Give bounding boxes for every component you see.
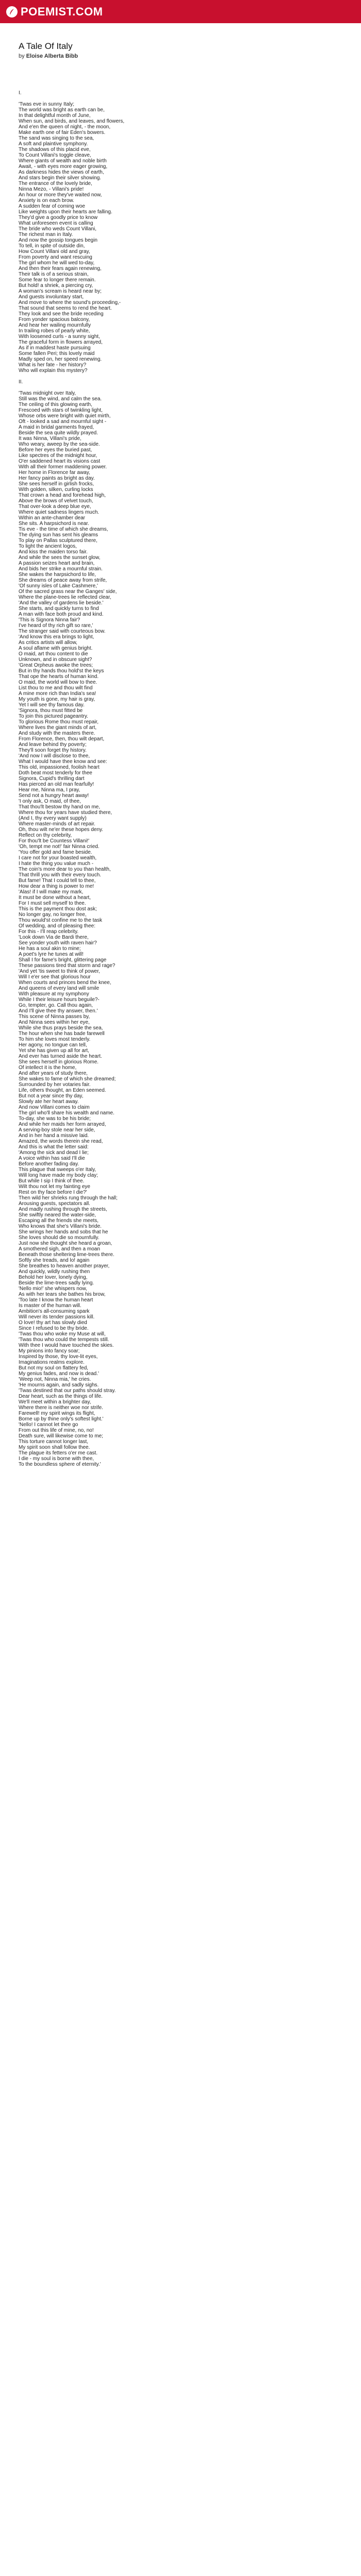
poem-line: This torture cannot longer last,: [19, 1439, 89, 1445]
poem-line: Where there is neither woe nor strife.: [19, 1405, 103, 1411]
poem-line: 'Too late I know the human heart: [19, 1297, 93, 1303]
poem-line: Where thou for years have studied there,: [19, 810, 112, 816]
poem-line: Before her eyes the buried past,: [19, 447, 92, 453]
poem-line: Still was the wind, and calm the sea.: [19, 396, 102, 402]
poem-line: Where lives the giant minds of art,: [19, 725, 97, 731]
poem-line: The bride who weds Count Villani,: [19, 226, 97, 232]
poem-line: Slowly ate her heart away.: [19, 1099, 79, 1105]
poem-line: When sun, and birds, and leaves, and flowers,: [19, 118, 125, 124]
poem-line: 'Twas eve in sunny Italy;: [19, 101, 75, 107]
poem-line: It must be done without a heart,: [19, 895, 91, 901]
poem-line: She dreams of peace away from strife,: [19, 578, 107, 583]
poem-line: With golden, silken, curling locks: [19, 487, 93, 493]
poem-title: A Tale Of Italy: [19, 41, 73, 51]
poem-line: 'Among the sick and dead I lie;: [19, 1150, 89, 1156]
poem-line: Like spectres of the midnight hour,: [19, 453, 97, 459]
byline: [19, 53, 343, 59]
poem-line: The dying sun has sent his gleams: [19, 532, 98, 538]
poem-line: Who weary, aweep by the sea-side.: [19, 442, 100, 447]
poem-line: We'll meet within a brighter day,: [19, 1399, 91, 1405]
poem-line: She loves should die so mournfully.: [19, 1235, 100, 1241]
poem-line: They look and see the bride receding: [19, 311, 104, 317]
poem-line: A man with face both proud and kind.: [19, 612, 104, 617]
poem-line: And move to where the sound's proceeding,-: [19, 300, 121, 306]
poem-line: I die - my soul is borne with thee,: [19, 1456, 94, 1462]
poem-line: 'Of sunny isles of Lake Cashmere,': [19, 583, 98, 589]
poem-line: The girl whom he will wed to-day,: [19, 260, 95, 266]
poem-line: And now the gossip tongues begin: [19, 238, 97, 243]
poem-line: Borne up by thine only's softest light.': [19, 1416, 104, 1422]
poem-line: Oft - looked a sad and mournful sight -: [19, 419, 107, 425]
poem-line: For thou'lt be Countess Villani!': [19, 838, 90, 844]
poem-line: A passion seizes heart and brain,: [19, 561, 95, 566]
poem-line: Whose orbs were bright with quiet mirth,: [19, 413, 111, 419]
poem-line: With loosened curls - a sunny sight,: [19, 334, 100, 340]
poem-line: 'Signora, thou must fitted be: [19, 708, 83, 714]
poem-line: And leave behind thy poverty;: [19, 742, 87, 748]
poem-line: 'You offer gold and fame beside.: [19, 850, 92, 855]
poem-line: The richest man in Italy.: [19, 232, 73, 238]
poem-line: That over-look a deep blue eye,: [19, 504, 91, 510]
poem-line: With thee I would have touched the skies.: [19, 1343, 114, 1348]
poem-line: And now Villani comes to claim: [19, 1105, 90, 1110]
poem-line: The shadows of this placid eve,: [19, 147, 91, 152]
poem-line: This is the payment thou dost ask;: [19, 906, 97, 912]
poem-line: My genius fades, and now is dead.': [19, 1371, 99, 1377]
poem-line: How Count Villani old and gray,: [19, 249, 90, 255]
poem-line: They'd give a goodly price to know: [19, 215, 98, 221]
poem-line: But hold! a shriek, a piercing cry,: [19, 283, 93, 289]
poem-line: The sand was singing to the sea,: [19, 135, 94, 141]
poem-line: He has a soul akin to mine;: [19, 946, 81, 952]
top-bar: [0, 0, 361, 23]
poem-line: That sound that seems to rend the heart.: [19, 306, 112, 311]
poem-line: Tis eve - the time of which she dreams,: [19, 527, 108, 532]
poem-line: Where quiet sadness lingers much.: [19, 510, 100, 515]
poem-line: 'Great Orpheus awoke the trees;: [19, 663, 93, 668]
poem-line: She breathes to heaven another prayer,: [19, 1263, 110, 1269]
poem-line: O maid, the world will bow to thee.: [19, 680, 97, 685]
poem-line: She sees herself in glorious Rome.: [19, 1059, 99, 1065]
poem-line: Is master of the human will.: [19, 1303, 81, 1309]
poem-line: Will long have made my body clay;: [19, 1173, 98, 1178]
poem-line: 'And now I will disclose to thee,: [19, 753, 90, 759]
poem-line: Where giants of wealth and noble birth: [19, 158, 107, 164]
poem-line: Beneath those sheltering lime-trees there.: [19, 1252, 114, 1258]
poem-line: While she thus prays beside the sea,: [19, 1025, 103, 1031]
poem-line: She swiftly neared the water-side,: [19, 1212, 96, 1218]
poem-line: O love! thy art has slowly died: [19, 1320, 87, 1326]
poem-line: This scene of Ninna passes by,: [19, 1014, 90, 1020]
poem-line: And guests involuntary start,: [19, 294, 84, 300]
poem-line: It was Ninna, Villani's pride,: [19, 436, 81, 442]
poem-line: But not a year since thy day,: [19, 1093, 84, 1099]
poem-line: I care not for your boasted wealth,: [19, 855, 97, 861]
poem-line: 'And know this era brings to light,: [19, 634, 94, 640]
poem-line: Make earth one of fair Eden's bowers.: [19, 130, 106, 135]
poem-line: The graceful form in flowers arrayed,: [19, 340, 103, 345]
poem-line: To Count Villani's toggle cleave,: [19, 152, 91, 158]
poem-line: 'Twas destined that our paths should stray.: [19, 1388, 116, 1394]
poem-line: Surrounded by her votaries fair.: [19, 1082, 91, 1088]
poem-line: And this is what the letter said:: [19, 1144, 89, 1150]
poem-line: And hear her wailing mournfully: [19, 323, 91, 328]
poem-line: Anxiety is on each brow.: [19, 198, 74, 204]
poem-line: Of intellect it is the home,: [19, 1065, 77, 1071]
poem-line: A serving-boy stole near her side,: [19, 1127, 95, 1133]
poem-line: 'Nello mio!' she whispers now,: [19, 1286, 87, 1292]
poem-line: What unforeseen event is calling: [19, 221, 93, 226]
poem-line: Madly sped on, her speed renewing.: [19, 357, 102, 362]
poem-line: The ceiling of this glowing earth,: [19, 402, 92, 408]
poem-line: 'I only ask, O maid, of thee,: [19, 799, 81, 804]
poem-line: And in her hand a missive laid.: [19, 1133, 89, 1139]
poem-line: Within an ante-chamber dear: [19, 515, 85, 521]
poem-header: [19, 41, 343, 59]
poem-line: Of the sacred grass near the Ganges' side,: [19, 589, 117, 595]
poem-line: And while the sees the sunset glow,: [19, 555, 101, 561]
poem-line: While I their leisure hours beguile?-: [19, 997, 100, 1003]
poem-line: O maid, art thou content to die: [19, 651, 88, 657]
poem-line: I've heard of thy rich gift so rare,': [19, 623, 93, 629]
poem-line: Rest on thy face before I die?': [19, 1190, 87, 1195]
poem-line: The stranger said with courteous bow.: [19, 629, 106, 634]
poem-line: That thrill you with their every touch.: [19, 872, 102, 878]
poem-line: Reflect on thy celebrity,: [19, 833, 72, 838]
poem-line: Life, others thought, an Eden seemed.: [19, 1088, 106, 1093]
poem-line: 'This is Signora Ninna fair?: [19, 617, 80, 623]
poem-line: A soul aflame with genius bright.: [19, 646, 93, 651]
poem-line: Signora, Cupid's thrilling dart: [19, 776, 85, 782]
poem-line: My pinions into fancy soar;: [19, 1348, 80, 1354]
poem-line: 'Alas! if I will make my mark,: [19, 889, 84, 895]
poem-line: The world was bright as earth can be,: [19, 107, 105, 113]
section-number: II.: [19, 379, 23, 385]
poem-line: A smothered sigh, and then a moan: [19, 1246, 100, 1252]
poem-line: To play on Pallas sculptured there,: [19, 538, 97, 544]
poem-line: Beside the sea quite wildly prayed.: [19, 430, 98, 436]
poem-line: Where master-minds of art repair.: [19, 821, 95, 827]
poem-line: 'Twas thou who could the tempests still.: [19, 1337, 109, 1343]
poem-section: [19, 90, 343, 374]
poem-line: This old, impassioned, foolish heart: [19, 765, 100, 770]
poem-line: Frescoed with stars of twinkling light,: [19, 408, 103, 413]
poem-line: And while her maids her form arrayed,: [19, 1122, 106, 1127]
poem-line: When courts and princes bend the knee,: [19, 980, 111, 986]
section-number: I.: [19, 90, 22, 96]
poem-line: These passions tired that storm and rage?: [19, 963, 116, 969]
poem-line: Farewell! my spirit wings its flight,: [19, 1411, 95, 1416]
poem-line: The coin's more dear to you than health,: [19, 867, 111, 872]
poem-line: She wakes to fame of which she dreamed;: [19, 1076, 116, 1082]
poem-line: (And I, thy every want supply): [19, 816, 87, 821]
poem-line: Yet I will see thy famous day.: [19, 702, 85, 708]
poem-line: From poverty and want rescuing: [19, 255, 92, 260]
poem-line: And kiss the maiden torso fair.: [19, 549, 88, 555]
poem-line: 'Twas thou who woke my Muse at will,: [19, 1331, 106, 1337]
poem-line: Where the plane-trees lie reflected clear,: [19, 595, 111, 600]
poem-line: In that delightful month of June,: [19, 113, 91, 118]
poem-line: And stars begin their silver showing.: [19, 175, 102, 181]
poem-line: Like weights upon their hearts are falling.: [19, 209, 112, 215]
poem-line: And ever has turned aside the heart.: [19, 1054, 102, 1059]
poem-line: Some fallen Peri; this lovely maid: [19, 351, 95, 357]
poem-line: And e'en the queen of night, - the moon,: [19, 124, 111, 130]
poem-line: Above the brows of velvet touch,: [19, 498, 93, 504]
poem-line: Doth beat most tenderly for thee: [19, 770, 92, 776]
poem-section: [19, 379, 343, 1467]
poem-line: The girl who'll share his wealth and name.: [19, 1110, 114, 1116]
poem-line: And madly rushing through the streets,: [19, 1207, 107, 1212]
poem-line: From Florence, then, thou wilt depart,: [19, 736, 105, 742]
poem-line: Just now she thought she heard a groan,: [19, 1241, 112, 1246]
poem-line: In trailing robes of pearly white,: [19, 328, 90, 334]
poem-line: She sees herself in girlish frocks,: [19, 481, 94, 487]
poem-line: But not my soul on flattery fed,: [19, 1365, 89, 1371]
poem-line: What is her fate - her history?: [19, 362, 87, 368]
poem-line: As with her tears she bathes his brow,: [19, 1292, 106, 1297]
poem-line: That thou'lt bestow thy hand on me,: [19, 804, 101, 810]
poem-line: To light the ancient logos,: [19, 544, 77, 549]
poem-line: That ope the hearts of human kind.: [19, 674, 99, 680]
poem-line: Behold her lover, lonely dying,: [19, 1275, 88, 1280]
poem-line: I hate the thing you value much -: [19, 861, 94, 867]
poem-line: To tell, in spite of outside din,: [19, 243, 85, 249]
poem-line: What I would have thee know and see:: [19, 759, 107, 765]
poem-line: Shall I for fame's bright, glittering page: [19, 957, 107, 963]
poem-line: 'Weep not, Ninna mia,' he cries.: [19, 1377, 91, 1382]
poem-line: 'Twas midnight over Italy,: [19, 391, 76, 396]
poem-line: A soft and plaintive symphony.: [19, 141, 88, 147]
site-logo[interactable]: [6, 5, 103, 19]
poem-line: Who knows that she's Villani's bride.: [19, 1224, 102, 1229]
poem-line: And queens of every land will smile: [19, 986, 100, 991]
poem-line: Her agony, no tongue can tell,: [19, 1042, 87, 1048]
poem-line: And I'll give thee thy answer, then.': [19, 1008, 98, 1014]
by-prefix: by: [19, 53, 25, 59]
poem-line: Amazed, the words therein she read,: [19, 1139, 103, 1144]
poem-line: For I must sell myself to thee.: [19, 901, 86, 906]
poem-line: The entrance of the lovely bride,: [19, 181, 92, 187]
poem-line: An hour or more they've waited now,: [19, 192, 102, 198]
poem-line: 'Oh, tempt me not!' fair Ninna cried.: [19, 844, 100, 850]
poem-line: Send not a hungry heart away!: [19, 793, 89, 799]
poem-line: Who will explain this mystery?: [19, 368, 88, 374]
poem-line: For this - I'll reap celebrity.: [19, 929, 79, 935]
poem-line: To join this pictured pageantry.: [19, 714, 88, 719]
poem-line: Dear heart, such as the things of life.: [19, 1394, 103, 1399]
poem-line: A mine more rich than India's sea!: [19, 691, 96, 697]
poem-line: To the boundless sphere of eternity.': [19, 1462, 101, 1467]
poem-line: Has pierced an old man fearfully!: [19, 782, 94, 787]
poem-line: A woman's scream is heard near by;: [19, 289, 102, 294]
poem-line: She starts, and quickly turns to find: [19, 606, 99, 612]
poem-line: And study with the masters there.: [19, 731, 95, 736]
poem-line: My youth is gone, my hair is gray,: [19, 697, 95, 702]
poem-line: And after years of study there,: [19, 1071, 88, 1076]
poem-line: With all their former maddening power.: [19, 464, 107, 470]
poem-line: Oh, thou wilt ne'er these hopes deny.: [19, 827, 104, 833]
poem-line: Imaginations realms explore.: [19, 1360, 85, 1365]
poem-line: This plague that sweeps o'er Italy,: [19, 1167, 96, 1173]
poem-line: As if in maddest haste pursuing: [19, 345, 91, 351]
poem-body: [19, 90, 343, 1473]
poem-line: Will never its tender passions kill.: [19, 1314, 95, 1320]
poem-line: She wrings her hands and sobs that he: [19, 1229, 108, 1235]
poem-line: Beside the lime-trees sadly lying.: [19, 1280, 94, 1286]
poem-line: Of wedding, and of pleasing thee:: [19, 923, 95, 929]
poem-line: Before another fading day.: [19, 1161, 79, 1167]
poem-line: List thou to me and thou wilt find: [19, 685, 93, 691]
poem-line: Yet she has given up all for art,: [19, 1048, 89, 1054]
poem-line: To-day, she was to be his bride;: [19, 1116, 91, 1122]
poem-line: Then wild her shrieks rung through the hall;: [19, 1195, 118, 1201]
poem-line: And then their fears again renewing,: [19, 266, 102, 272]
poem-line: A sudden fear of coming woe: [19, 204, 85, 209]
poem-line: See yonder youth with raven hair?: [19, 940, 97, 946]
poem-line: Inspired by those, thy love-lit eyes,: [19, 1354, 98, 1360]
poem-line: 'Look down Via de Bardi there,: [19, 935, 89, 940]
poem-line: Softly she treads, and lo! again: [19, 1258, 90, 1263]
poem-line: Death sure, will likewise come to me;: [19, 1433, 103, 1439]
poem-line: Her fancy paints as bright as day.: [19, 476, 95, 481]
logo-text: POEMIST.COM: [21, 5, 103, 18]
poem-line: A maid in bridal garments frayed,: [19, 425, 94, 430]
poem-line: Will I e'er see that glorious hour: [19, 974, 91, 980]
poem-line: Await, - with eyes more eager growing,: [19, 164, 108, 170]
poem-line: And quickly, wildly rushing then: [19, 1269, 90, 1275]
poem-line: Escaping all the friends she meets,: [19, 1218, 99, 1224]
poem-line: But while I sip I think of thee.: [19, 1178, 85, 1184]
poem-line: She sits. A harpsichord is near.: [19, 521, 89, 527]
poem-line: That crown a head and forehead high,: [19, 493, 106, 498]
poem-line: The plague its fetters o'er me cast.: [19, 1450, 98, 1456]
poem-line: A poet's lyre he tunes at will!: [19, 952, 84, 957]
poem-line: 'He mourns again, and sadly sighs.: [19, 1382, 99, 1388]
poem-line: Ninna Mezo, - Villani's pride!: [19, 187, 84, 192]
poem-line: Her home in Florence far away,: [19, 470, 90, 476]
poem-line: From yonder spacious balcony,: [19, 317, 90, 323]
poem-line: Wilt thou not let my fainting eye: [19, 1184, 90, 1190]
poem-line: Hear me, Ninna ma, I pray,: [19, 787, 80, 793]
poem-line: But fame! That I could tell to thee,: [19, 878, 96, 884]
poem-line: Arousing guests, spectators all.: [19, 1201, 90, 1207]
poem-line: A voice within has said I'll die: [19, 1156, 85, 1161]
poem-line: Go, tempter, go. Call thou again,: [19, 1003, 93, 1008]
poem-line: She wakes the harpsichord to life,: [19, 572, 96, 578]
poem-line: How dear a thing is power to me!: [19, 884, 94, 889]
poem-line: Ambition's all-consuming spark: [19, 1309, 90, 1314]
poem-line: Unknown, and in obscure sight?: [19, 657, 92, 663]
poem-line: O'er saddened heart its visions cast: [19, 459, 101, 464]
poem-line: And bids her strike a mournful strain.: [19, 566, 103, 572]
poem-line: Some fear to longer there remain.: [19, 277, 96, 283]
poem-line: The hour when she has bade farewell: [19, 1031, 105, 1037]
poem-line: 'And the valley of gardens lie beside.': [19, 600, 104, 606]
poem-line: But in thy hands thou hold'st the keys: [19, 668, 104, 674]
poem-line: Their talk is of a serious strain,: [19, 272, 89, 277]
poem-line: To glorious Rome thou must repair,: [19, 719, 99, 725]
poem-line: 'And yet 'tis sweet to think of power,: [19, 969, 100, 974]
poem-line: As darkness hides the views of earth,: [19, 170, 104, 175]
poem-line: And Ninna sees within her eye,: [19, 1020, 90, 1025]
poem-line: My spirit soon shall follow thee.: [19, 1445, 90, 1450]
poem-line: Since I refused to be thy bride.: [19, 1326, 89, 1331]
poem-line: They'll soon forget thy history.: [19, 748, 87, 753]
poem-line: Thou would'st confine me to the task: [19, 918, 102, 923]
poem-line: From out this life of mine, no, no!: [19, 1428, 94, 1433]
quill-icon: [6, 6, 18, 18]
poem-line: To him she loves most tenderly.: [19, 1037, 91, 1042]
poem-line: No longer gay, no longer free,: [19, 912, 87, 918]
author-name[interactable]: Eloise Alberta Bibb: [26, 53, 78, 59]
poem-line: With pleasure at my symphony: [19, 991, 89, 997]
poem-line: As critics artists will allow,: [19, 640, 77, 646]
poem-line: 'Nello! I cannot let thee go: [19, 1422, 78, 1428]
